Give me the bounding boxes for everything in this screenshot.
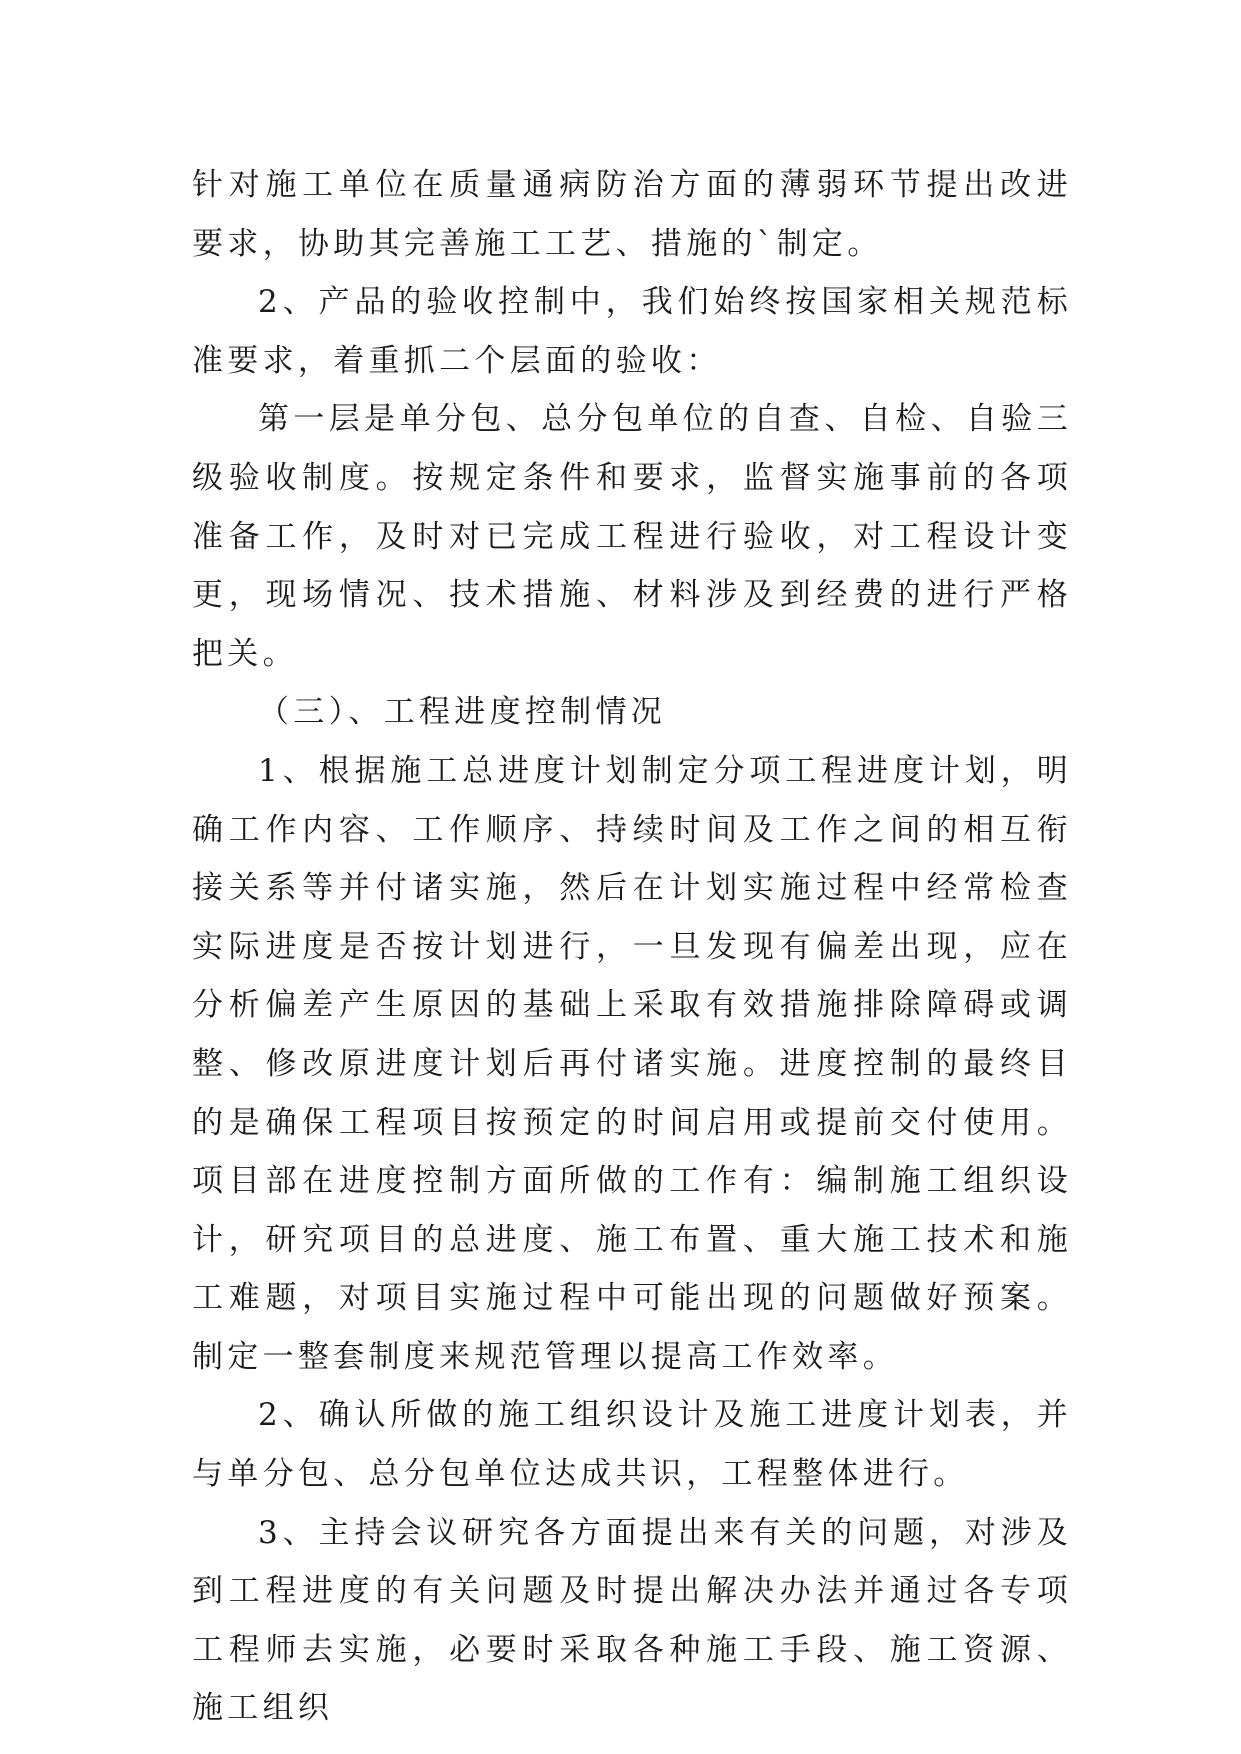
paragraph-progress-item-1: 1、根据施工总进度计划制定分项工程进度计划，明确工作内容、工作顺序、持续时间及工作之间的相互衔接关系等并付诸实施，然后在计划实施过程中经常检查实际进度是否按计划进行，一旦发现有偏差出现，应在分析偏差产生原因的基础上采取有效措施排除障碍或调整、修改原进度计划后再付诸实施。进度控制的最终目的是确保工程项目按预定的时间启用或提前交付使用。项目部在进度控制方面所做的工作有：编制施工组织设计，研究项目的总进度、施工布置、重大施工技术和施工难题，对项目实施过程中可能出现的问题做好预案。制定一整套制度来规范管理以提高工作效率。 — [192, 752, 1072, 1375]
paragraph-progress-item-2: 2、确认所做的施工组织设计及施工进度计划表，并与单分包、总分包单位达成共识，工程整体进行。 — [192, 1397, 1072, 1493]
paragraph-progress-item-3: 3、主持会议研究各方面提出来有关的问题，对涉及到工程进度的有关问题及时提出解决办法并通过各专项工程师去实施，必要时采取各种施工手段、施工资源、施工组织 — [192, 1514, 1072, 1727]
paragraph-first-level-acceptance: 第一层是单分包、总分包单位的自查、自检、自验三级验收制度。按规定条件和要求，监督实施事前的各项准备工作，及时对已完成工程进行验收，对工程设计变更，现场情况、技术措施、材料涉及到经费的进行严格把关。 — [192, 401, 1072, 672]
paragraph-quality-defects: 针对施工单位在质量通病防治方面的薄弱环节提出改进要求，协助其完善施工工艺、措施的`制定。 — [192, 167, 1072, 262]
paragraph-acceptance-control: 2、产品的验收控制中，我们始终按国家相关规范标准要求，着重抓二个层面的验收： — [192, 284, 1072, 379]
section-heading-progress-control: （三）、工程进度控制情况 — [258, 694, 667, 731]
document-body — [192, 156, 1072, 1738]
